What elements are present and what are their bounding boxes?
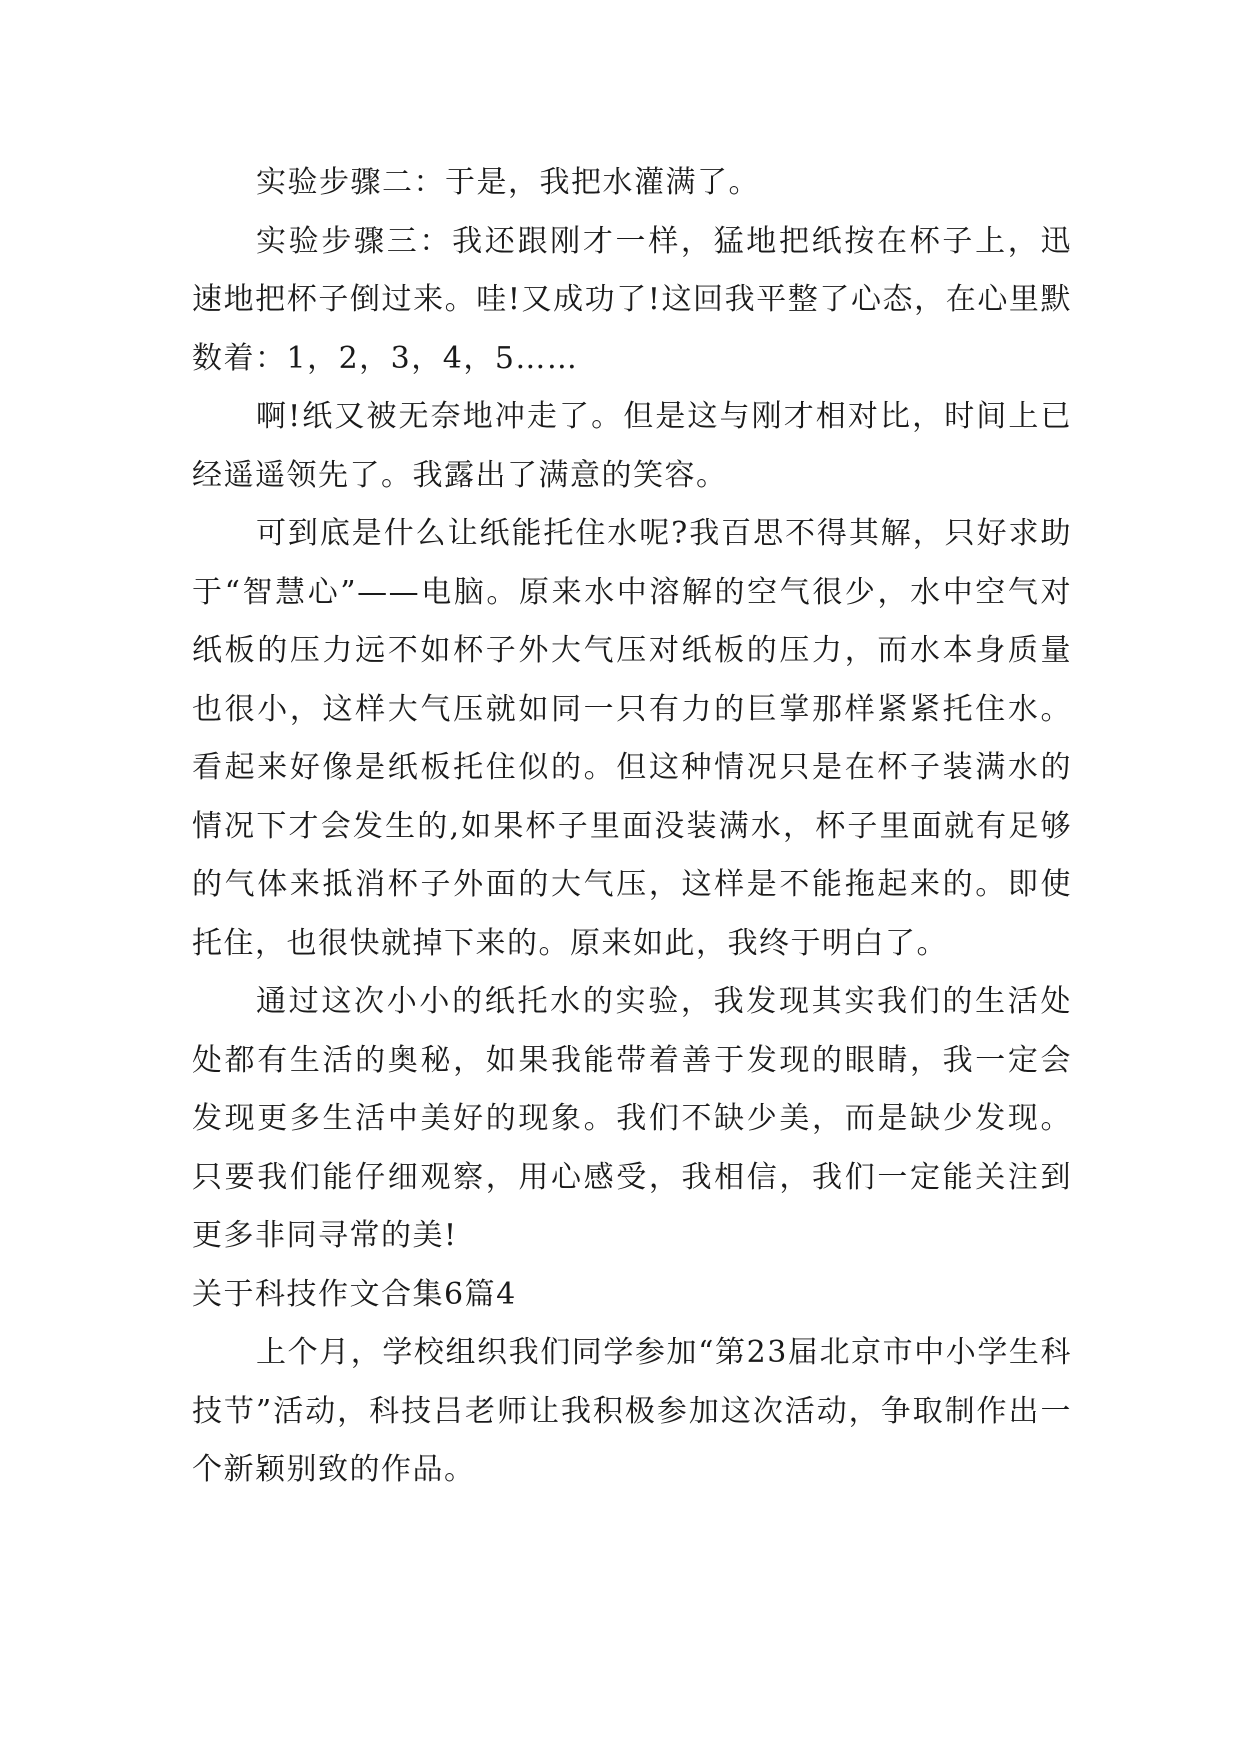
- paragraph-step-three: 实验步骤三：我还跟刚才一样，猛地把纸按在杯子上，迅速地把杯子倒过来。哇!又成功了!这回我平整了心态，在心里默数着：1，2，3，4，5……: [192, 223, 1072, 376]
- paragraph-tech-festival: 上个月，学校组织我们同学参加“第23届北京市中小学生科技节”活动，科技吕老师让我积极参加这次活动，争取制作出一个新颖别致的作品。: [192, 1335, 1072, 1487]
- paragraph-conclusion: 通过这次小小的纸托水的实验，我发现其实我们的生活处处都有生活的奥秘，如果我能带着善于发现的眼睛，我一定会发现更多生活中美好的现象。我们不缺少美，而是缺少发现。只要我们能仔细观察，用心感受，我相信，我们一定能关注到更多非同寻常的美!: [192, 984, 1072, 1253]
- paragraph-step-two: 实验步骤二：于是，我把水灌满了。: [256, 165, 760, 200]
- section-heading: 关于科技作文合集6篇4: [192, 1276, 517, 1312]
- paragraph-paper-washed-away: 啊!纸又被无奈地冲走了。但是这与刚才相对比，时间上已经遥遥领先了。我露出了满意的笑容。: [192, 399, 1072, 493]
- paragraph-explanation: 可到底是什么让纸能托住水呢?我百思不得其解，只好求助于“智慧心”——电脑。原来水中溶解的空气很少，水中空气对纸板的压力远不如杯子外大气压对纸板的压力，而水本身质量也很小，这样大气压就如同一只有力的巨掌那样紧紧托住水。看起来好像是纸板托住似的。但这种情况只是在杯子装满水的情况下才会发生的,如果杯子里面没装满水，杯子里面就有足够的气体来抵消杯子外面的大气压，这样是不能拖起来的。即使托住，也很快就掉下来的。原来如此，我终于明白了。: [192, 516, 1072, 961]
- document-body: [192, 154, 1072, 1500]
